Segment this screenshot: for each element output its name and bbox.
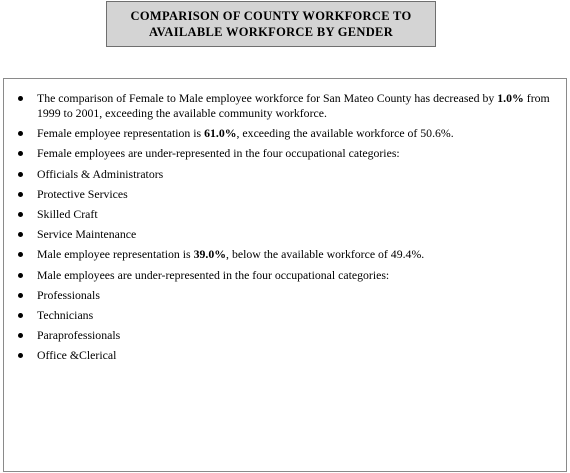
title-line-1: COMPARISON OF COUNTY WORKFORCE TO xyxy=(130,9,412,23)
bullet-item xyxy=(4,247,558,262)
bullet-icon xyxy=(18,313,23,318)
bullet-text: Service Maintenance xyxy=(37,227,137,242)
title-line-2: AVAILABLE WORKFORCE BY GENDER xyxy=(148,25,394,39)
bullet-item xyxy=(4,328,558,343)
bullet-item xyxy=(4,288,558,303)
bullet-text: Professionals xyxy=(37,287,100,302)
bullet-value: 61.0% xyxy=(204,126,237,141)
bullet-item xyxy=(4,146,558,161)
bullet-item xyxy=(4,187,558,202)
bullet-icon xyxy=(18,333,23,338)
bullet-value: 1.0% xyxy=(497,91,524,105)
bullet-icon xyxy=(18,252,23,257)
bullet-text-before: Male employee representation is xyxy=(37,247,194,262)
bullet-text: Skilled Craft xyxy=(37,206,98,221)
bullet-item xyxy=(4,348,558,363)
bullet-icon xyxy=(18,293,23,298)
bullet-icon xyxy=(18,192,23,197)
bullet-list xyxy=(4,79,566,363)
bullet-icon xyxy=(18,96,23,101)
bullet-text: Paraprofessionals xyxy=(37,328,121,343)
bullet-icon xyxy=(18,151,23,156)
bullet-text: Male employees are under-represented in the four occupational categories: xyxy=(37,267,390,282)
bullet-value: 39.0% xyxy=(193,247,227,262)
bullet-icon xyxy=(18,172,23,177)
bullet-item xyxy=(4,207,558,222)
bullet-item xyxy=(4,91,558,121)
content-box xyxy=(3,78,567,472)
bullet-item xyxy=(4,167,558,182)
bullet-icon xyxy=(18,353,23,358)
bullet-item xyxy=(4,268,558,283)
bullet-icon xyxy=(18,232,23,237)
bullet-text: Officials & Administrators xyxy=(37,166,164,181)
bullet-icon xyxy=(18,273,23,278)
bullet-text-after: from 1999 to 2001, exceeding the available community workforce. xyxy=(37,91,550,120)
bullet-text: Female employees are under-represented in the four occupational categories: xyxy=(37,146,400,161)
title-box xyxy=(106,1,436,47)
bullet-text-before: The comparison of Female to Male employee workforce for San Mateo County has decreased by xyxy=(37,91,498,105)
bullet-text-before: Female employee representation is xyxy=(37,126,205,141)
bullet-icon xyxy=(18,131,23,136)
bullet-text-after: , below the available workforce of 49.4%. xyxy=(226,247,425,262)
bullet-text: Protective Services xyxy=(37,186,128,201)
bullet-item xyxy=(4,126,558,141)
bullet-item xyxy=(4,308,558,323)
bullet-text-after: , exceeding the available workforce of 50.6%. xyxy=(236,126,454,141)
bullet-text: Office &Clerical xyxy=(37,348,117,363)
bullet-item xyxy=(4,227,558,242)
bullet-text: Technicians xyxy=(37,307,94,322)
bullet-icon xyxy=(18,212,23,217)
